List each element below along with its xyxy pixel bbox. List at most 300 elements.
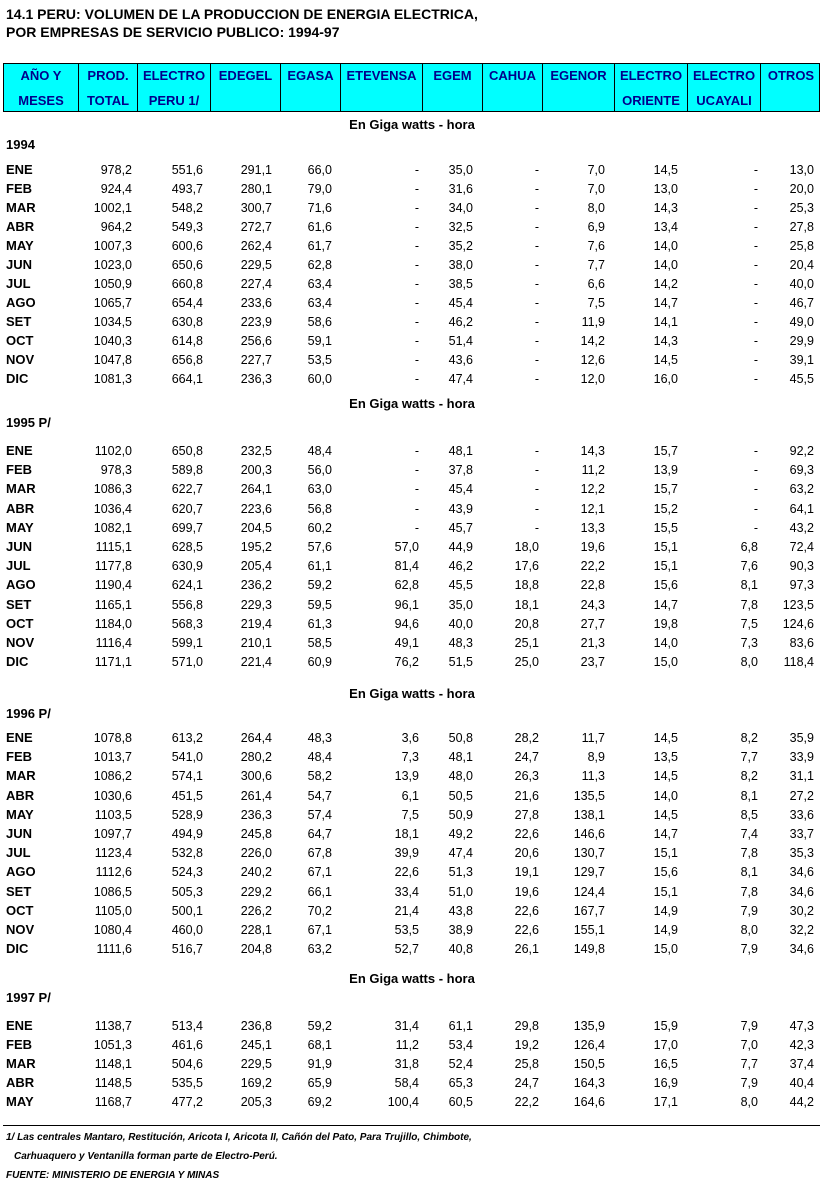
month-label: DIC xyxy=(6,371,29,386)
table-bottom-rule xyxy=(3,1125,820,1126)
table-cell: - xyxy=(534,444,539,458)
table-cell: 7,0 xyxy=(587,182,605,196)
table-row xyxy=(0,826,824,842)
table-row xyxy=(0,501,824,517)
column-header-line1: EGENOR xyxy=(550,68,607,83)
table-cell: 15,2 xyxy=(653,501,678,516)
table-cell: 6,9 xyxy=(587,220,605,234)
table-cell: 223,6 xyxy=(240,501,272,516)
table-cell: 76,2 xyxy=(394,655,419,670)
table-cell: 1102,0 xyxy=(94,444,132,458)
table-cell: 1105,0 xyxy=(94,903,132,918)
table-cell: 1007,3 xyxy=(93,239,132,253)
table-cell: 232,5 xyxy=(240,444,272,458)
table-cell: 964,2 xyxy=(100,220,132,234)
unit-label: En Giga watts - hora xyxy=(349,686,475,701)
month-label: AGO xyxy=(6,864,36,880)
table-cell: 169,2 xyxy=(240,1076,272,1090)
table-cell: 22,6 xyxy=(514,827,539,841)
table-cell: 72,4 xyxy=(789,540,814,554)
table-row xyxy=(0,539,824,555)
table-cell: 1023,0 xyxy=(93,258,132,272)
table-cell: 44,2 xyxy=(789,1095,814,1109)
table-cell: 8,9 xyxy=(587,750,605,765)
table-cell: 22,6 xyxy=(514,903,539,918)
table-cell: - xyxy=(534,482,539,497)
table-cell: 7,8 xyxy=(740,846,758,861)
table-cell: 1112,6 xyxy=(95,865,132,880)
table-row xyxy=(0,845,824,861)
table-row xyxy=(0,200,824,216)
month-label: MAR xyxy=(6,481,36,497)
table-cell: 43,8 xyxy=(448,903,473,918)
table-cell: 51,0 xyxy=(448,884,473,899)
table-cell: 51,4 xyxy=(448,334,473,348)
table-cell: 7,5 xyxy=(740,616,758,631)
table-cell: 68,1 xyxy=(307,1038,332,1052)
table-cell: 46,2 xyxy=(448,315,473,329)
table-cell: 63,2 xyxy=(307,942,332,957)
table-cell: 33,4 xyxy=(394,884,419,899)
table-cell: 12,2 xyxy=(580,482,605,497)
table-cell: 51,5 xyxy=(448,655,473,670)
unit-label: En Giga watts - hora xyxy=(349,396,475,411)
table-cell: 48,0 xyxy=(448,769,473,784)
table-row xyxy=(0,1075,824,1091)
report-title-line1: 14.1 PERU: VOLUMEN DE LA PRODUCCION DE ENERGIA ELECTRICA, xyxy=(6,6,478,22)
table-cell: 45,4 xyxy=(448,482,473,497)
table-cell: 31,8 xyxy=(394,1057,419,1071)
table-cell: 528,9 xyxy=(171,807,203,822)
month-label: OCT xyxy=(6,615,34,631)
month-label: SET xyxy=(6,883,32,899)
table-cell: 15,5 xyxy=(653,520,678,535)
table-cell: 8,1 xyxy=(740,578,758,593)
table-cell: 59,2 xyxy=(307,578,332,593)
table-cell: 264,1 xyxy=(240,482,272,497)
table-cell: - xyxy=(534,353,539,367)
table-cell: 15,7 xyxy=(653,444,678,458)
table-cell: 14,7 xyxy=(653,296,678,310)
table-cell: 1086,3 xyxy=(93,482,132,497)
table-cell: 1116,4 xyxy=(95,636,132,650)
table-cell: 38,0 xyxy=(448,258,473,272)
table-cell: 460,0 xyxy=(171,923,203,937)
table-cell: 664,1 xyxy=(171,372,203,386)
table-cell: 280,1 xyxy=(240,182,272,196)
table-cell: 69,2 xyxy=(307,1095,332,1109)
table-cell: 37,8 xyxy=(448,463,473,478)
table-cell: 1148,1 xyxy=(94,1057,132,1071)
month-label: ENE xyxy=(6,162,33,177)
table-cell: 22,2 xyxy=(514,1095,539,1109)
table-cell: 60,2 xyxy=(307,520,332,535)
table-cell: 20,4 xyxy=(789,258,814,272)
month-label: MAR xyxy=(6,768,36,784)
table-cell: 57,6 xyxy=(307,540,332,554)
month-label: ABR xyxy=(6,500,35,516)
table-cell: 118,4 xyxy=(783,655,814,670)
table-row xyxy=(0,371,824,387)
table-cell: 6,8 xyxy=(740,540,758,554)
table-row xyxy=(0,749,824,765)
table-cell: 49,1 xyxy=(394,636,419,650)
table-cell: 67,1 xyxy=(307,923,332,937)
table-cell: 14,5 xyxy=(653,731,678,745)
table-cell: 33,9 xyxy=(789,750,814,765)
column-header xyxy=(341,64,423,111)
table-cell: 70,2 xyxy=(307,903,332,918)
table-cell: 25,0 xyxy=(514,655,539,670)
table-cell: 236,3 xyxy=(240,807,272,822)
month-label: FEB xyxy=(6,749,32,765)
table-cell: 226,2 xyxy=(240,903,272,918)
table-cell: 978,2 xyxy=(100,163,132,177)
table-cell: 14,2 xyxy=(580,334,605,348)
table-cell: 7,0 xyxy=(740,1038,758,1052)
table-cell: 79,0 xyxy=(307,182,332,196)
table-cell: 614,8 xyxy=(171,334,203,348)
table-cell: 6,1 xyxy=(401,788,419,803)
table-cell: 42,3 xyxy=(789,1038,814,1052)
column-header xyxy=(138,64,211,111)
table-cell: 164,3 xyxy=(573,1076,605,1090)
table-cell: 210,1 xyxy=(240,636,272,650)
table-cell: 34,0 xyxy=(448,201,473,215)
table-cell: 50,5 xyxy=(448,788,473,803)
table-cell: 48,1 xyxy=(448,750,473,765)
table-cell: 46,7 xyxy=(789,296,814,310)
table-cell: 236,3 xyxy=(240,372,272,386)
table-cell: 130,7 xyxy=(573,846,605,861)
table-cell: 541,0 xyxy=(171,750,203,765)
table-cell: 61,3 xyxy=(307,616,332,631)
table-cell: 513,4 xyxy=(171,1019,203,1033)
table-row xyxy=(0,941,824,957)
table-row xyxy=(0,333,824,349)
table-cell: 656,8 xyxy=(171,353,203,367)
table-row xyxy=(0,884,824,900)
table-cell: 49,2 xyxy=(448,827,473,841)
table-cell: 17,6 xyxy=(514,559,539,574)
table-cell: - xyxy=(753,296,758,310)
table-cell: 167,7 xyxy=(573,903,605,918)
column-header-line2: UCAYALI xyxy=(696,93,752,108)
table-cell: 19,1 xyxy=(514,865,539,880)
table-cell: 22,8 xyxy=(580,578,605,593)
table-cell: 19,2 xyxy=(514,1038,539,1052)
table-cell: 15,6 xyxy=(653,578,678,593)
table-cell: 50,8 xyxy=(448,731,473,745)
table-cell: 7,3 xyxy=(740,636,758,650)
month-label: MAY xyxy=(6,806,34,822)
month-label: JUN xyxy=(6,539,33,554)
month-label: JUL xyxy=(6,558,31,574)
table-cell: - xyxy=(414,163,419,177)
table-cell: 494,9 xyxy=(171,827,203,841)
table-row xyxy=(0,577,824,593)
table-cell: 22,6 xyxy=(394,865,419,880)
table-cell: 31,6 xyxy=(448,182,473,196)
table-cell: 18,1 xyxy=(394,827,419,841)
table-cell: 11,7 xyxy=(581,731,605,745)
table-cell: 14,1 xyxy=(653,315,678,329)
table-cell: 15,0 xyxy=(653,942,678,957)
table-cell: - xyxy=(753,463,758,478)
table-cell: 14,0 xyxy=(653,788,678,803)
table-cell: 924,4 xyxy=(100,182,132,196)
table-cell: 40,8 xyxy=(448,942,473,957)
table-cell: 34,6 xyxy=(789,942,814,957)
table-cell: 6,6 xyxy=(587,277,605,291)
table-cell: 245,1 xyxy=(240,1038,272,1052)
column-header xyxy=(281,64,341,111)
table-cell: - xyxy=(753,163,758,177)
table-cell: 23,7 xyxy=(580,655,605,670)
table-cell: 34,6 xyxy=(789,865,814,880)
table-cell: 14,5 xyxy=(653,163,678,177)
table-cell: - xyxy=(753,220,758,234)
table-cell: 1030,6 xyxy=(93,788,132,803)
table-cell: 15,7 xyxy=(653,482,678,497)
table-cell: 63,2 xyxy=(789,482,814,497)
table-cell: - xyxy=(414,277,419,291)
table-cell: 46,2 xyxy=(448,559,473,574)
table-cell: 8,0 xyxy=(740,655,758,670)
table-cell: 60,9 xyxy=(307,655,332,670)
month-label: MAY xyxy=(6,519,34,535)
table-cell: 13,0 xyxy=(653,182,678,196)
table-cell: 532,8 xyxy=(171,846,203,861)
table-cell: 12,1 xyxy=(580,501,605,516)
table-cell: 548,2 xyxy=(171,201,203,215)
table-cell: 14,7 xyxy=(653,827,678,841)
table-cell: 28,2 xyxy=(514,731,539,745)
table-row xyxy=(0,162,824,178)
table-cell: 630,9 xyxy=(171,559,203,574)
month-label: NOV xyxy=(6,635,35,650)
table-cell: 1165,1 xyxy=(94,597,132,612)
table-cell: 65,3 xyxy=(448,1076,473,1090)
table-cell: 1078,8 xyxy=(93,731,132,745)
table-cell: 58,5 xyxy=(307,636,332,650)
table-cell: 1080,4 xyxy=(93,923,132,937)
source-note: FUENTE: MINISTERIO DE ENERGIA Y MINAS xyxy=(6,1170,220,1181)
table-cell: 81,4 xyxy=(394,559,419,574)
table-cell: 240,2 xyxy=(240,865,272,880)
table-cell: 25,8 xyxy=(789,239,814,253)
table-cell: 62,8 xyxy=(394,578,419,593)
table-cell: 11,9 xyxy=(581,315,605,329)
column-header xyxy=(211,64,281,111)
table-cell: 19,6 xyxy=(580,540,605,554)
table-cell: 620,7 xyxy=(171,501,203,516)
table-cell: 551,6 xyxy=(171,163,203,177)
table-cell: 1086,2 xyxy=(93,769,132,784)
table-cell: 40,0 xyxy=(448,616,473,631)
table-cell: 16,5 xyxy=(653,1057,678,1071)
table-cell: 8,0 xyxy=(740,923,758,937)
table-cell: 12,6 xyxy=(580,353,605,367)
table-cell: 1190,4 xyxy=(94,578,132,593)
table-cell: 63,4 xyxy=(307,296,332,310)
table-cell: 7,9 xyxy=(740,903,758,918)
table-cell: 223,9 xyxy=(240,315,272,329)
table-cell: 291,1 xyxy=(240,163,272,177)
table-cell: 27,2 xyxy=(789,788,814,803)
table-cell: 53,5 xyxy=(307,353,332,367)
table-row xyxy=(0,903,824,919)
table-cell: - xyxy=(534,258,539,272)
table-cell: 14,0 xyxy=(653,636,678,650)
table-cell: 19,8 xyxy=(653,616,678,631)
table-cell: - xyxy=(534,182,539,196)
table-cell: 25,8 xyxy=(514,1057,539,1071)
table-cell: 1177,8 xyxy=(94,559,132,574)
table-cell: 14,5 xyxy=(653,769,678,784)
table-cell: 14,5 xyxy=(653,807,678,822)
table-cell: 13,4 xyxy=(653,220,678,234)
table-cell: 1082,1 xyxy=(93,520,132,535)
table-row xyxy=(0,462,824,478)
table-cell: 38,9 xyxy=(448,923,473,937)
table-cell: 549,3 xyxy=(171,220,203,234)
table-cell: 100,4 xyxy=(387,1095,419,1109)
table-cell: 14,0 xyxy=(653,258,678,272)
table-cell: - xyxy=(414,296,419,310)
table-cell: 21,4 xyxy=(394,903,419,918)
table-cell: - xyxy=(414,315,419,329)
table-cell: 15,0 xyxy=(653,655,678,670)
month-label: OCT xyxy=(6,333,34,348)
table-cell: 256,6 xyxy=(240,334,272,348)
table-cell: 63,4 xyxy=(307,277,332,291)
table-cell: 60,0 xyxy=(307,372,332,386)
table-cell: 24,7 xyxy=(514,1076,539,1090)
table-cell: - xyxy=(753,182,758,196)
table-cell: 150,5 xyxy=(573,1057,605,1071)
table-cell: 61,1 xyxy=(448,1019,473,1033)
column-header xyxy=(423,64,483,111)
table-cell: - xyxy=(753,201,758,215)
table-cell: 59,5 xyxy=(307,597,332,612)
month-label: AGO xyxy=(6,577,36,593)
table-cell: 650,8 xyxy=(171,444,203,458)
table-cell: 52,4 xyxy=(448,1057,473,1071)
column-header-line1: EGEM xyxy=(433,68,472,83)
table-row xyxy=(0,597,824,613)
table-cell: - xyxy=(414,372,419,386)
month-label: JUL xyxy=(6,276,31,291)
table-cell: 13,3 xyxy=(580,520,605,535)
month-label: ABR xyxy=(6,219,35,234)
table-cell: 1171,1 xyxy=(94,655,132,670)
column-header-line1: PROD. xyxy=(87,68,129,83)
column-header-line1: ELECTRO xyxy=(692,68,756,83)
table-cell: - xyxy=(414,501,419,516)
table-cell: 14,2 xyxy=(653,277,678,291)
month-label: ENE xyxy=(6,443,33,458)
table-header xyxy=(3,63,820,112)
table-cell: - xyxy=(534,463,539,478)
table-cell: 29,8 xyxy=(514,1019,539,1033)
table-cell: 17,1 xyxy=(653,1095,678,1109)
table-cell: 205,3 xyxy=(240,1095,272,1109)
table-cell: - xyxy=(753,258,758,272)
table-cell: 229,2 xyxy=(240,884,272,899)
month-label: JUN xyxy=(6,826,33,841)
table-cell: 97,3 xyxy=(789,578,814,593)
table-cell: 47,3 xyxy=(789,1019,814,1033)
table-cell: 236,2 xyxy=(240,578,272,593)
table-cell: 45,5 xyxy=(448,578,473,593)
table-cell: 200,3 xyxy=(240,463,272,478)
table-row xyxy=(0,181,824,197)
table-cell: 63,0 xyxy=(307,482,332,497)
table-cell: 236,8 xyxy=(240,1019,272,1033)
table-cell: 61,6 xyxy=(307,220,332,234)
table-cell: 11,3 xyxy=(581,769,605,784)
table-cell: 22,2 xyxy=(580,559,605,574)
table-cell: - xyxy=(414,182,419,196)
table-cell: 650,6 xyxy=(171,258,203,272)
table-cell: 1051,3 xyxy=(93,1038,132,1052)
table-cell: 630,8 xyxy=(171,315,203,329)
table-cell: 52,7 xyxy=(394,942,419,957)
year-label: 1996 P/ xyxy=(6,706,51,721)
table-row xyxy=(0,558,824,574)
table-cell: 1047,8 xyxy=(93,353,132,367)
table-cell: - xyxy=(534,220,539,234)
year-label: 1994 xyxy=(6,137,35,152)
table-cell: 8,0 xyxy=(587,201,605,215)
column-header xyxy=(79,64,138,111)
table-cell: 589,8 xyxy=(171,463,203,478)
table-cell: 1138,7 xyxy=(94,1019,132,1033)
table-cell: 13,0 xyxy=(789,163,814,177)
table-cell: 62,8 xyxy=(307,258,332,272)
table-cell: 135,5 xyxy=(573,788,605,803)
table-cell: 261,4 xyxy=(240,788,272,803)
table-cell: - xyxy=(753,277,758,291)
table-cell: 505,3 xyxy=(171,884,203,899)
table-cell: - xyxy=(753,482,758,497)
table-cell: 58,4 xyxy=(394,1076,419,1090)
table-cell: 48,4 xyxy=(307,444,332,458)
table-row xyxy=(0,616,824,632)
month-label: SET xyxy=(6,314,32,329)
table-cell: 48,1 xyxy=(448,444,473,458)
table-cell: - xyxy=(414,258,419,272)
table-cell: 129,7 xyxy=(573,865,605,880)
table-cell: 35,9 xyxy=(789,731,814,745)
table-cell: 229,3 xyxy=(240,597,272,612)
table-cell: 7,8 xyxy=(740,597,758,612)
table-cell: - xyxy=(753,372,758,386)
table-cell: - xyxy=(534,315,539,329)
table-cell: 15,1 xyxy=(653,884,678,899)
table-cell: 48,3 xyxy=(307,731,332,745)
table-cell: 37,4 xyxy=(789,1057,814,1071)
table-cell: 264,4 xyxy=(240,731,272,745)
month-label: MAR xyxy=(6,200,36,215)
table-cell: 7,6 xyxy=(587,239,605,253)
table-cell: - xyxy=(534,201,539,215)
table-cell: 35,3 xyxy=(789,846,814,861)
table-cell: 1097,7 xyxy=(93,827,132,841)
column-header xyxy=(543,64,615,111)
table-row xyxy=(0,238,824,254)
